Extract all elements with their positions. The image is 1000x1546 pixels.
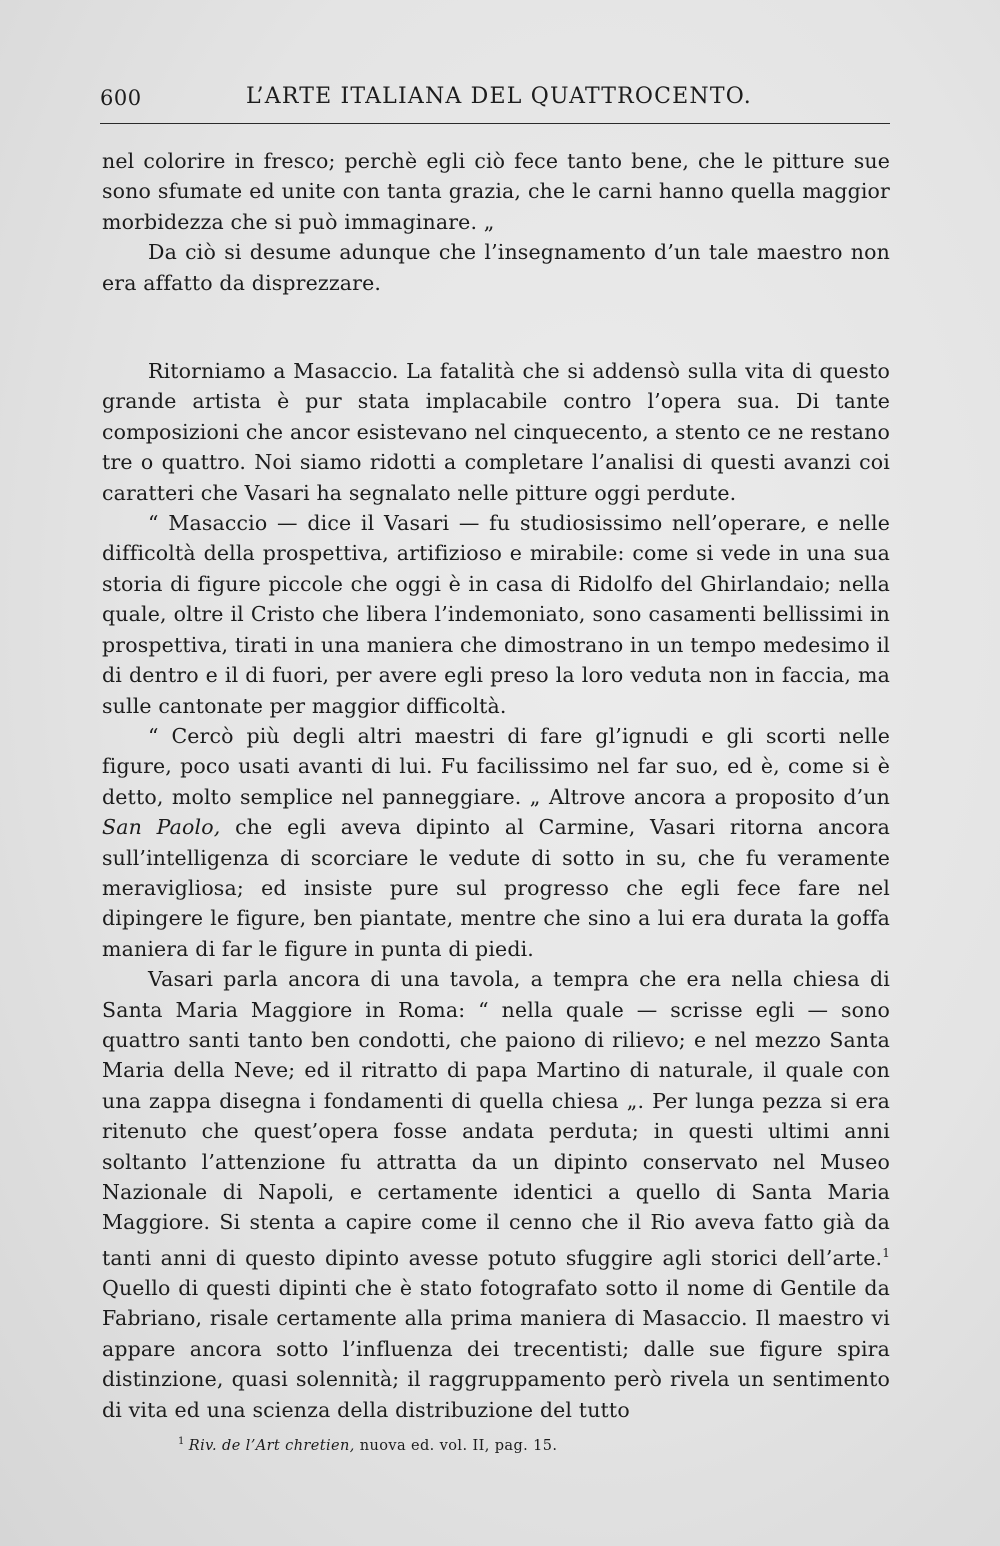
footnote-text: nuova ed. vol. II, pag. 15. <box>359 1437 558 1454</box>
section-break <box>102 298 890 356</box>
paragraph-quotation <box>102 721 890 964</box>
artwork-title: San Paolo, <box>102 815 221 840</box>
paragraph: Da ciò si desume adunque che l’insegnamento d’un tale maestro non era affatto da disprezzare. <box>102 240 890 295</box>
footnote-mark: 1 <box>178 1436 185 1447</box>
paragraph-text: Vasari parla ancora di una tavola, a tempra che era nella chiesa di Santa Maria Maggiore in Roma: “ nella quale — scrisse egli — sono quattro santi tanto ben condotti, che paiono di rilievo; e nel mezzo Santa Maria della Neve; ed il ritratto di papa Martino di naturale, il quale con una zappa disegna i fondamenti di quella chiesa „. Per lunga pezza si era ritenuto che quest’opera fosse andata perduta; in questi ultimi anni soltanto l’attenzione fu attratta da un dipinto conservato nel Museo Nazionale di Napoli, e certamente identici a quello di Santa Maria Maggiore. Si stenta a capire come il cenno che il Rio aveva fatto già da tanti anni di questo dipinto avesse potuto sfuggire agli storici dell’arte. <box>102 967 890 1270</box>
paragraph-text: Quello di questi dipinti che è stato fotografato sotto il nome di Gentile da Fabriano, risale certamente alla prima maniera di Masaccio. Il maestro vi appare ancora sotto l’influenza dei trecentisti; dalle sue figure spira distinzione, quasi solennità; il raggruppamento però rivela un sentimento di vita ed una scienza della distribuzione del tutto <box>102 1276 890 1422</box>
paragraph <box>102 964 890 1425</box>
paragraph-continued: nel colorire in fresco; perchè egli ciò fece tanto bene, che le pitture sue sono sfumate ed unite con tanta grazia, che le carni hanno quella maggior morbidezza che si può immaginare. „ <box>102 149 890 234</box>
footnote-reference: 1 <box>882 1245 890 1260</box>
paragraph-text: che egli aveva dipinto al Carmine, Vasari ritorna ancora sull’intelligenza di scorciare le vedute di sotto in su, che fu veramente meravigliosa; ed insiste pure sul progresso che egli fece fare nel dipingere le figure, ben piantate, mentre che sino a lui era durata la goffa maniera di far le figure in punta di piedi. <box>102 815 890 961</box>
footnote-source-title: Riv. de l’Art chretien, <box>188 1437 355 1454</box>
running-title: L’ARTE ITALIANA DEL QUATTROCENTO. <box>246 84 752 109</box>
paragraph-quotation: “ Masaccio — dice il Vasari — fu studiosissimo nell’operare, e nelle difficoltà della prospettiva, artifizioso e mirabile: come si vede in una sua storia di figure piccole che oggi è in casa di Ridolfo del Ghirlandaio; nella quale, oltre il Cristo che libera l’indemoniato, sono casamenti bellissimi in prospettiva, tirati in una maniera che dimostrano in un tempo medesimo il di dentro e il di fuori, per avere egli preso la loro veduta non in faccia, ma sulle cantonate per maggior difficoltà. <box>102 511 890 718</box>
paragraph-text: “ Cercò più degli altri maestri di fare gl’ignudi e gli scorti nelle figure, poco usati avanti di lui. Fu facilissimo nel far suo, ed è, come si è detto, molto semplice nel panneggiare. „ Altrove ancora a proposito d’un <box>102 723 890 809</box>
footnote <box>178 1436 557 1454</box>
page-header <box>100 80 890 120</box>
page-number: 600 <box>100 86 142 110</box>
body-text <box>102 146 890 1425</box>
paragraph: Ritorniamo a Masaccio. La fatalità che si addensò sulla vita di questo grande artista è pur stata implacabile contro l’opera sua. Di tante composizioni che ancor esistevano nel cinquecento, a stento ce ne restano tre o quattro. Noi siamo ridotti a completare l’analisi di questi avanzi coi caratteri che Vasari ha segnalato nelle pitture oggi perdute. <box>102 359 890 505</box>
header-rule <box>100 123 890 124</box>
